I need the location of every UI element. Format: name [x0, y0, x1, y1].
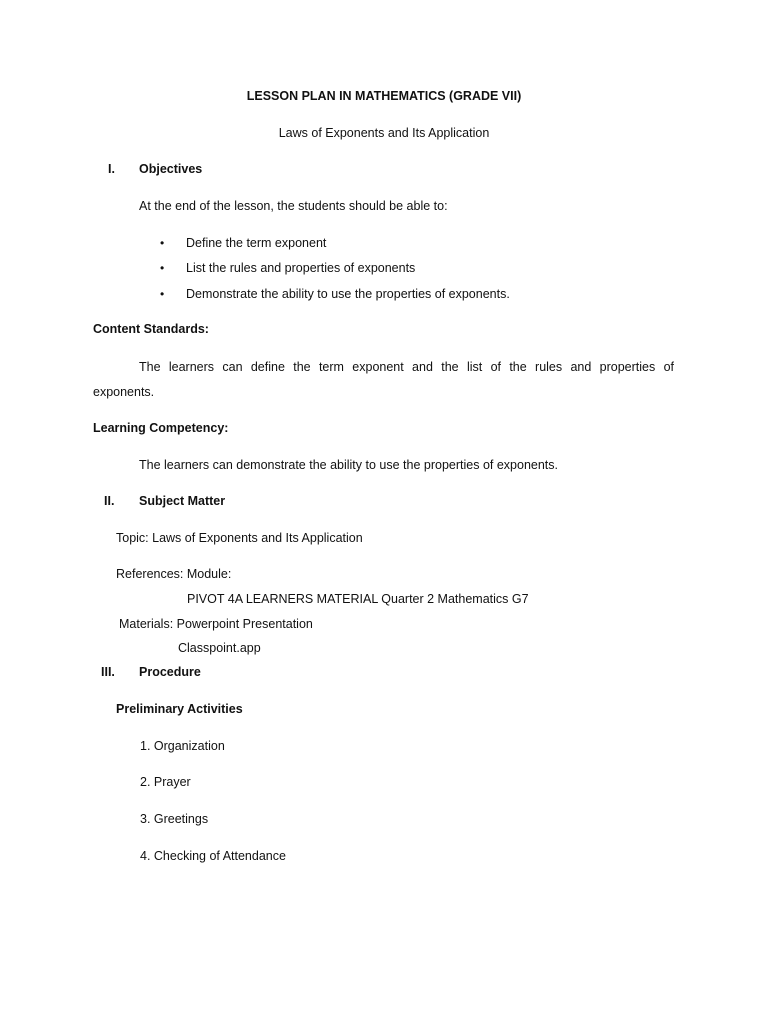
bullet-icon: •: [160, 261, 165, 275]
procedure-step: 2. Prayer: [140, 775, 191, 789]
objectives-heading: Objectives: [139, 162, 203, 176]
objective-item: List the rules and properties of exponents: [186, 261, 416, 275]
objective-item: Demonstrate the ability to use the properties of exponents.: [186, 287, 510, 301]
procedure-step: 1. Organization: [140, 739, 225, 753]
learning-competency-text: The learners can demonstrate the ability to use the properties of exponents.: [139, 458, 558, 472]
preliminary-activities-heading: Preliminary Activities: [116, 702, 243, 716]
learning-competency-heading: Learning Competency:: [93, 421, 229, 435]
content-standards-line: exponents.: [93, 385, 155, 399]
document-title: LESSON PLAN IN MATHEMATICS (GRADE VII): [246, 89, 522, 103]
subject-matter-heading: Subject Matter: [139, 494, 226, 508]
topic-line: Topic: Laws of Exponents and Its Application: [116, 531, 363, 545]
objectives-intro: At the end of the lesson, the students should be able to:: [139, 199, 448, 213]
references-value: PIVOT 4A LEARNERS MATERIAL Quarter 2 Mathematics G7: [187, 592, 529, 606]
bullet-icon: •: [160, 287, 165, 301]
procedure-step: 4. Checking of Attendance: [140, 849, 286, 863]
materials-extra: Classpoint.app: [178, 641, 261, 655]
materials-label: Materials: Powerpoint Presentation: [119, 617, 313, 631]
document-subtitle: Laws of Exponents and Its Application: [278, 126, 490, 140]
section-numeral-procedure: III.: [101, 665, 115, 679]
procedure-heading: Procedure: [139, 665, 201, 679]
content-standards-line: The learners can define the term exponent and the list of the rules and properties of: [139, 360, 674, 374]
section-numeral-objectives: I.: [108, 162, 115, 176]
section-numeral-subject-matter: II.: [104, 494, 115, 508]
references-label: References: Module:: [116, 567, 232, 581]
content-standards-heading: Content Standards:: [93, 322, 209, 336]
procedure-step: 3. Greetings: [140, 812, 209, 826]
bullet-icon: •: [160, 236, 165, 250]
objective-item: Define the term exponent: [186, 236, 327, 250]
